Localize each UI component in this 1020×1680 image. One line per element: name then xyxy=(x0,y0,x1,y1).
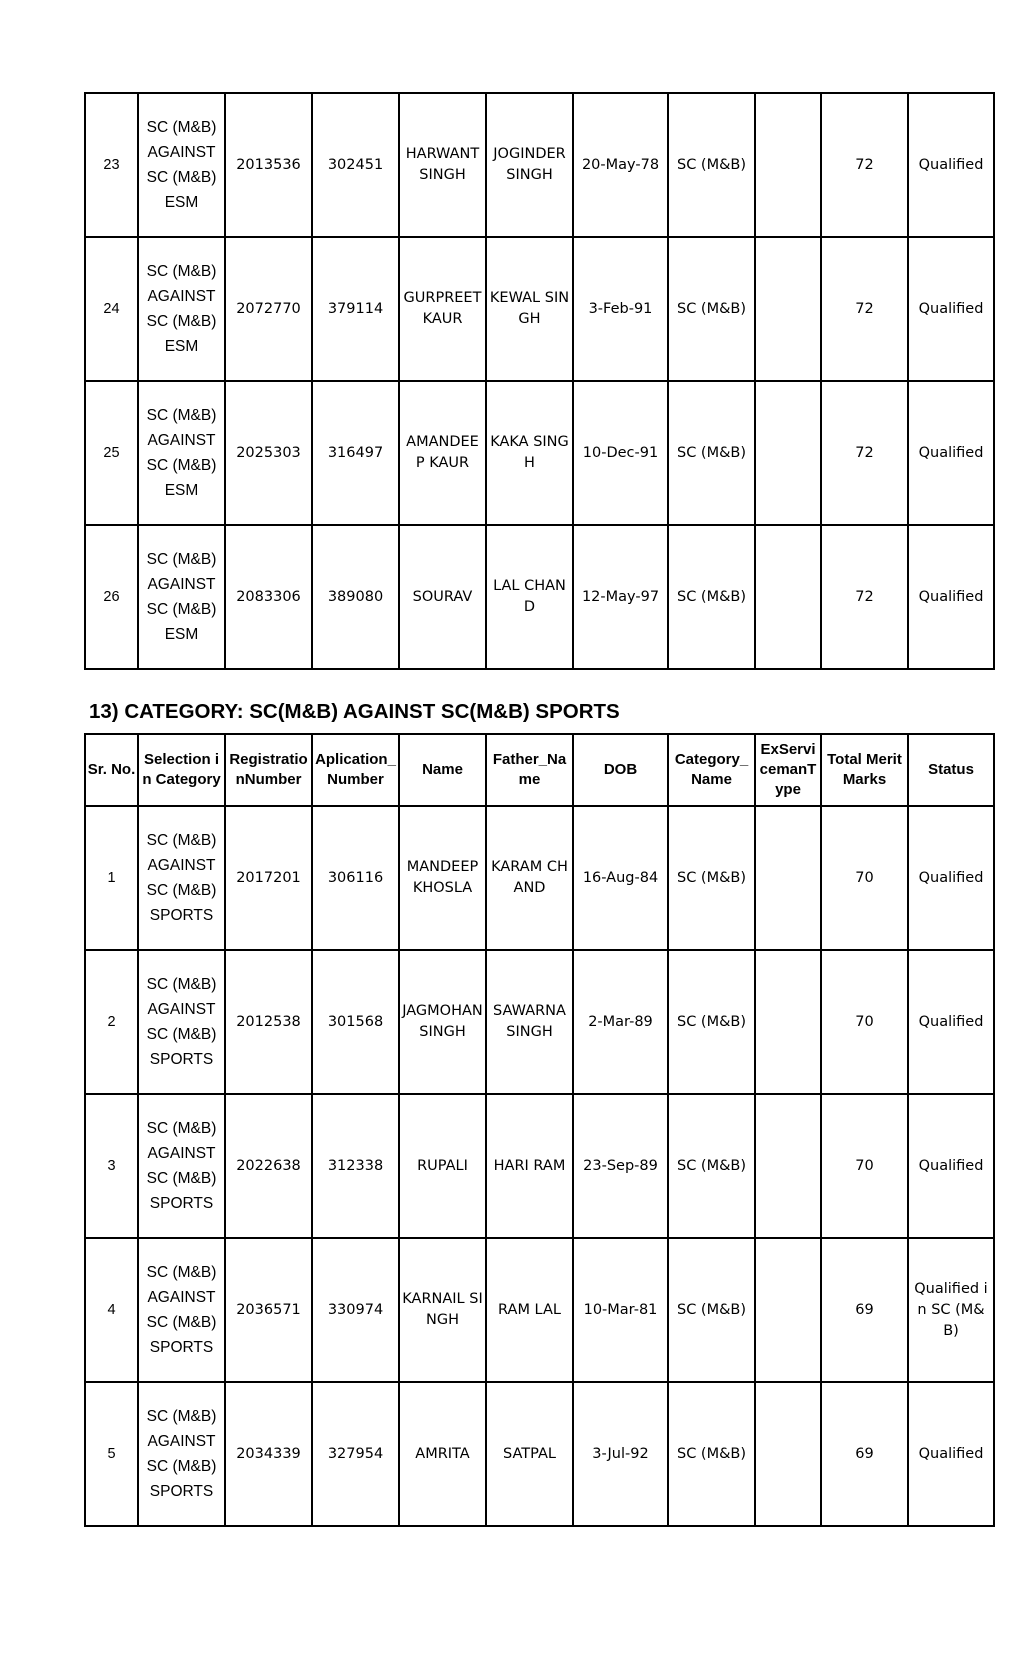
cell-status: Qualified xyxy=(908,1094,994,1238)
cell-dob: 16-Aug-84 xyxy=(573,806,668,950)
cell-category-name: SC (M&B) xyxy=(668,525,755,669)
cell-category-name: SC (M&B) xyxy=(668,381,755,525)
cell-sr-no: 24 xyxy=(85,237,138,381)
cell-name: KARNAIL SINGH xyxy=(399,1238,486,1382)
cell-name: AMANDEEP KAUR xyxy=(399,381,486,525)
cell-father-name: SATPAL xyxy=(486,1382,573,1526)
cell-father-name: KEWAL SINGH xyxy=(486,237,573,381)
cell-selection-category: SC (M&B) AGAINST SC (M&B) SPORTS xyxy=(138,1382,225,1526)
cell-exserviceman-type xyxy=(755,237,821,381)
cell-status: Qualified xyxy=(908,381,994,525)
table-row xyxy=(85,237,994,381)
cell-category-name: SC (M&B) xyxy=(668,950,755,1094)
cell-registration-number: 2025303 xyxy=(225,381,312,525)
cell-registration-number: 2012538 xyxy=(225,950,312,1094)
table-row xyxy=(85,525,994,669)
cell-registration-number: 2034339 xyxy=(225,1382,312,1526)
table-row xyxy=(85,806,994,950)
cell-exserviceman-type xyxy=(755,1382,821,1526)
cell-name: SOURAV xyxy=(399,525,486,669)
cell-status: Qualified xyxy=(908,1382,994,1526)
header-father-name: Father_Name xyxy=(486,734,573,806)
cell-father-name: KARAM CHAND xyxy=(486,806,573,950)
cell-registration-number: 2036571 xyxy=(225,1238,312,1382)
cell-status: Qualified xyxy=(908,525,994,669)
cell-total-merit-marks: 72 xyxy=(821,237,908,381)
cell-registration-number: 2017201 xyxy=(225,806,312,950)
cell-exserviceman-type xyxy=(755,1238,821,1382)
cell-total-merit-marks: 72 xyxy=(821,381,908,525)
cell-total-merit-marks: 70 xyxy=(821,1094,908,1238)
cell-dob: 20-May-78 xyxy=(573,93,668,237)
cell-dob: 10-Mar-81 xyxy=(573,1238,668,1382)
cell-application-number: 312338 xyxy=(312,1094,399,1238)
cell-status: Qualified xyxy=(908,806,994,950)
cell-category-name: SC (M&B) xyxy=(668,806,755,950)
results-table-sports xyxy=(84,733,995,1527)
cell-exserviceman-type xyxy=(755,1094,821,1238)
cell-status: Qualified in SC (M&B) xyxy=(908,1238,994,1382)
cell-registration-number: 2072770 xyxy=(225,237,312,381)
cell-name: AMRITA xyxy=(399,1382,486,1526)
cell-father-name: KAKA SINGH xyxy=(486,381,573,525)
cell-exserviceman-type xyxy=(755,950,821,1094)
cell-dob: 23-Sep-89 xyxy=(573,1094,668,1238)
cell-sr-no: 3 xyxy=(85,1094,138,1238)
header-name: Name xyxy=(399,734,486,806)
cell-status: Qualified xyxy=(908,237,994,381)
cell-father-name: SAWARNA SINGH xyxy=(486,950,573,1094)
cell-application-number: 389080 xyxy=(312,525,399,669)
cell-exserviceman-type xyxy=(755,381,821,525)
cell-total-merit-marks: 69 xyxy=(821,1238,908,1382)
cell-name: HARWANT SINGH xyxy=(399,93,486,237)
section-heading: 13) CATEGORY: SC(M&B) AGAINST SC(M&B) SPORTS xyxy=(89,700,620,723)
cell-name: JAGMOHAN SINGH xyxy=(399,950,486,1094)
cell-application-number: 327954 xyxy=(312,1382,399,1526)
cell-registration-number: 2013536 xyxy=(225,93,312,237)
cell-application-number: 330974 xyxy=(312,1238,399,1382)
cell-dob: 12-May-97 xyxy=(573,525,668,669)
header-registration-number: RegistrationNumber xyxy=(225,734,312,806)
cell-application-number: 302451 xyxy=(312,93,399,237)
cell-sr-no: 26 xyxy=(85,525,138,669)
cell-sr-no: 2 xyxy=(85,950,138,1094)
cell-total-merit-marks: 70 xyxy=(821,806,908,950)
cell-application-number: 379114 xyxy=(312,237,399,381)
cell-selection-category: SC (M&B) AGAINST SC (M&B) ESM xyxy=(138,93,225,237)
cell-exserviceman-type xyxy=(755,806,821,950)
cell-exserviceman-type xyxy=(755,93,821,237)
cell-category-name: SC (M&B) xyxy=(668,1238,755,1382)
header-selection: Selection in Category xyxy=(138,734,225,806)
cell-father-name: JOGINDER SINGH xyxy=(486,93,573,237)
header-application-number: Aplication_Number xyxy=(312,734,399,806)
header-status: Status xyxy=(908,734,994,806)
cell-status: Qualified xyxy=(908,950,994,1094)
cell-sr-no: 23 xyxy=(85,93,138,237)
cell-registration-number: 2022638 xyxy=(225,1094,312,1238)
results-table-esm xyxy=(84,92,995,670)
cell-dob: 3-Feb-91 xyxy=(573,237,668,381)
header-total-merit-marks: Total Merit Marks xyxy=(821,734,908,806)
cell-selection-category: SC (M&B) AGAINST SC (M&B) SPORTS xyxy=(138,950,225,1094)
cell-status: Qualified xyxy=(908,93,994,237)
cell-application-number: 316497 xyxy=(312,381,399,525)
cell-father-name: LAL CHAND xyxy=(486,525,573,669)
cell-category-name: SC (M&B) xyxy=(668,93,755,237)
cell-total-merit-marks: 69 xyxy=(821,1382,908,1526)
table-row xyxy=(85,381,994,525)
header-dob: DOB xyxy=(573,734,668,806)
cell-application-number: 301568 xyxy=(312,950,399,1094)
table-row xyxy=(85,1382,994,1526)
cell-sr-no: 4 xyxy=(85,1238,138,1382)
table-row xyxy=(85,950,994,1094)
cell-dob: 3-Jul-92 xyxy=(573,1382,668,1526)
cell-sr-no: 1 xyxy=(85,806,138,950)
cell-selection-category: SC (M&B) AGAINST SC (M&B) SPORTS xyxy=(138,1094,225,1238)
cell-father-name: HARI RAM xyxy=(486,1094,573,1238)
cell-selection-category: SC (M&B) AGAINST SC (M&B) SPORTS xyxy=(138,1238,225,1382)
cell-exserviceman-type xyxy=(755,525,821,669)
cell-dob: 2-Mar-89 xyxy=(573,950,668,1094)
cell-total-merit-marks: 72 xyxy=(821,93,908,237)
cell-name: MANDEEP KHOSLA xyxy=(399,806,486,950)
cell-category-name: SC (M&B) xyxy=(668,237,755,381)
cell-dob: 10-Dec-91 xyxy=(573,381,668,525)
header-category-name: Category_Name xyxy=(668,734,755,806)
cell-name: RUPALI xyxy=(399,1094,486,1238)
cell-category-name: SC (M&B) xyxy=(668,1094,755,1238)
cell-sr-no: 25 xyxy=(85,381,138,525)
results-table-sports-body xyxy=(85,806,994,1526)
cell-father-name: RAM LAL xyxy=(486,1238,573,1382)
table-row xyxy=(85,93,994,237)
table-header-row xyxy=(85,734,994,806)
cell-category-name: SC (M&B) xyxy=(668,1382,755,1526)
cell-registration-number: 2083306 xyxy=(225,525,312,669)
cell-application-number: 306116 xyxy=(312,806,399,950)
table-row xyxy=(85,1094,994,1238)
cell-selection-category: SC (M&B) AGAINST SC (M&B) ESM xyxy=(138,381,225,525)
header-sr-no: Sr. No. xyxy=(85,734,138,806)
table-row xyxy=(85,1238,994,1382)
results-table-esm-body xyxy=(85,93,994,669)
cell-sr-no: 5 xyxy=(85,1382,138,1526)
cell-name: GURPREET KAUR xyxy=(399,237,486,381)
cell-selection-category: SC (M&B) AGAINST SC (M&B) ESM xyxy=(138,237,225,381)
cell-total-merit-marks: 70 xyxy=(821,950,908,1094)
cell-selection-category: SC (M&B) AGAINST SC (M&B) SPORTS xyxy=(138,806,225,950)
cell-total-merit-marks: 72 xyxy=(821,525,908,669)
cell-selection-category: SC (M&B) AGAINST SC (M&B) ESM xyxy=(138,525,225,669)
header-exserviceman-type: ExServicemanType xyxy=(755,734,821,806)
